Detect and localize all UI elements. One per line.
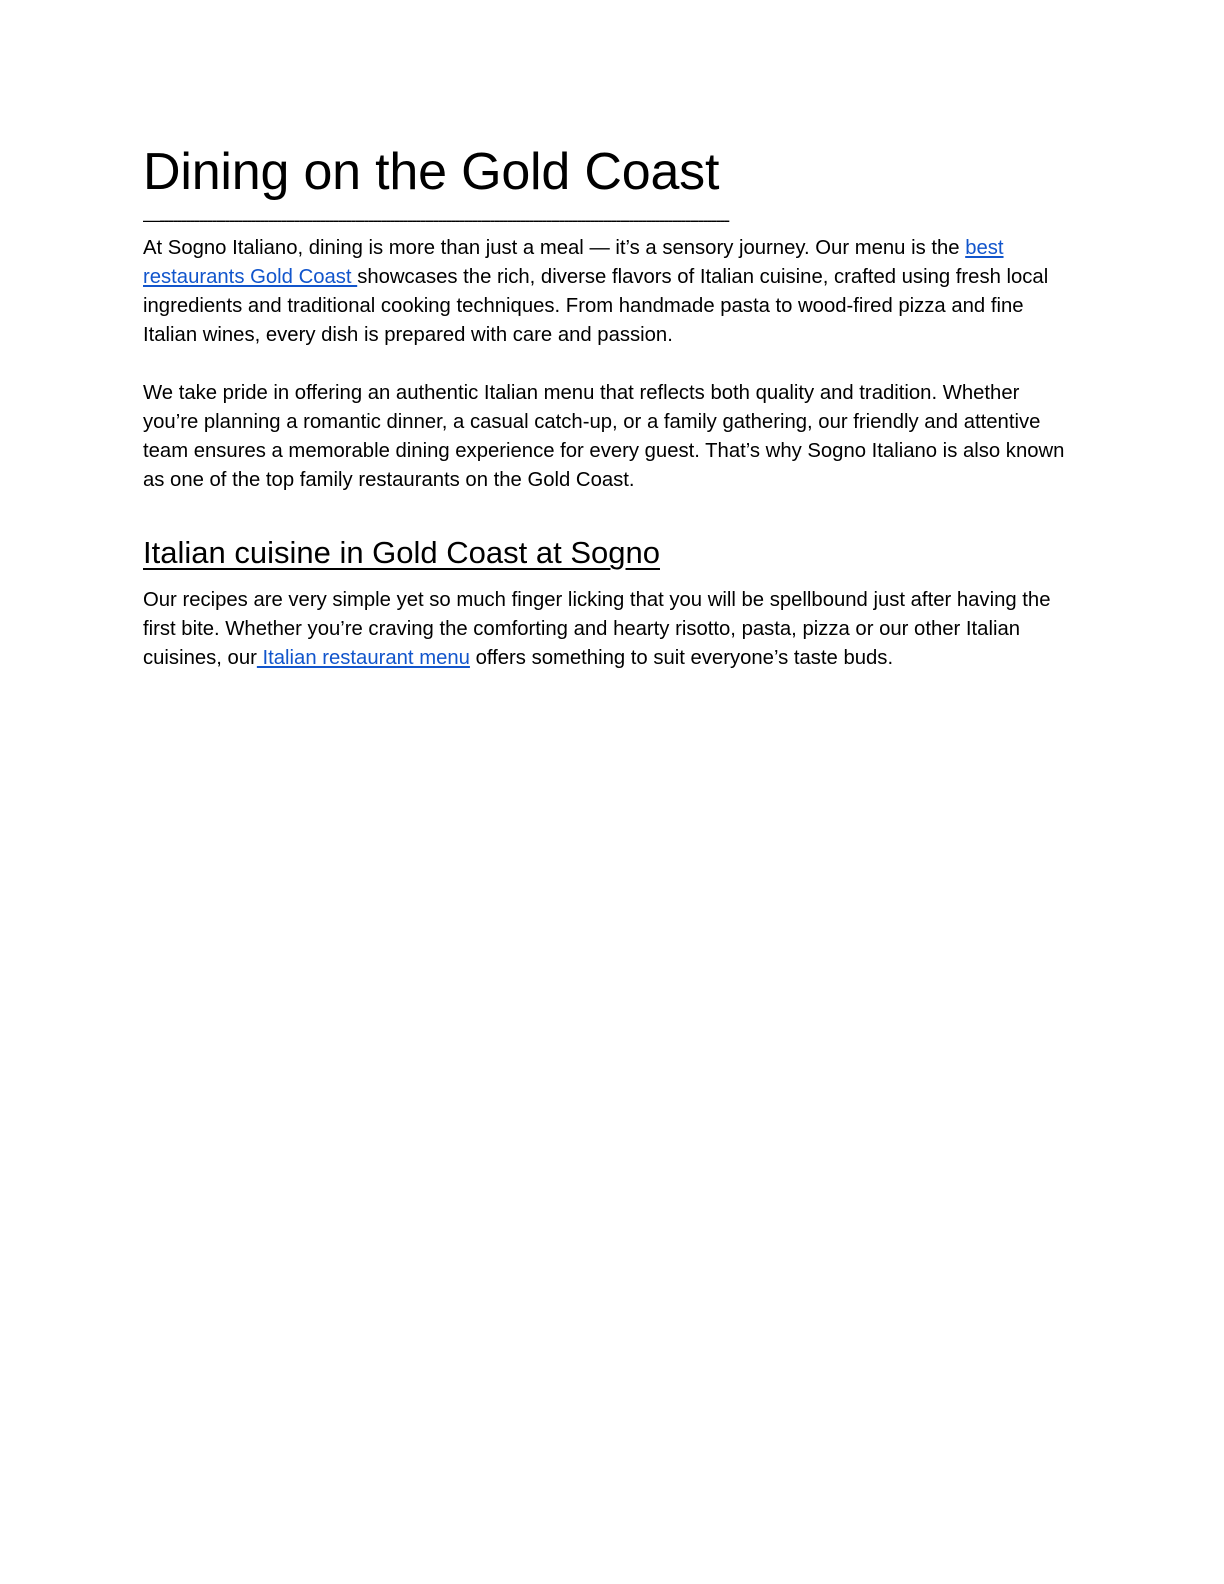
recipes-text-before: Our recipes are very simple yet so much finger licking that you will be spellbound just after having the first bite. Whether you’re craving the comforting and hearty risotto, pasta, pizza or our other Italian cuisines, our <box>143 589 1051 669</box>
divider-rule: —----------------------------------------------------------------------------------------------------------------------------------- <box>143 210 729 230</box>
section-heading: Italian cuisine in Gold Coast at Sogno <box>143 535 660 570</box>
best-restaurants-link[interactable]: best restaurants Gold Coast <box>143 237 1004 288</box>
italian-restaurant-menu-link[interactable]: Italian restaurant menu <box>256 647 470 669</box>
intro-text-before: At Sogno Italiano, dining is more than just a meal — it’s a sensory journey. Our menu is the <box>143 237 966 259</box>
pride-paragraph: We take pride in offering an authentic Italian menu that reflects both quality and tradition. Whether you’re planning a romantic dinner, a casual catch-up, or a family gathering, our friendly and attentive team ensures a memorable dining experience for every guest. That’s why Sogno Italiano is also known as one of the top family restaurants on the Gold Coast. <box>143 382 1065 491</box>
document-title: Dining on the Gold Coast <box>143 143 720 201</box>
recipes-text-after: offers something to suit everyone’s taste buds. <box>469 647 894 669</box>
recipes-paragraph <box>143 586 1073 673</box>
intro-paragraph <box>143 234 1073 350</box>
document-page <box>143 140 1073 673</box>
intro-text-after: showcases the rich, diverse flavors of Italian cuisine, crafted using fresh local ingredients and traditional cooking techniques. From handmade pasta to wood-fired pizza and fine Italian wines, every dish is prepared with care and passion. <box>143 266 1049 346</box>
